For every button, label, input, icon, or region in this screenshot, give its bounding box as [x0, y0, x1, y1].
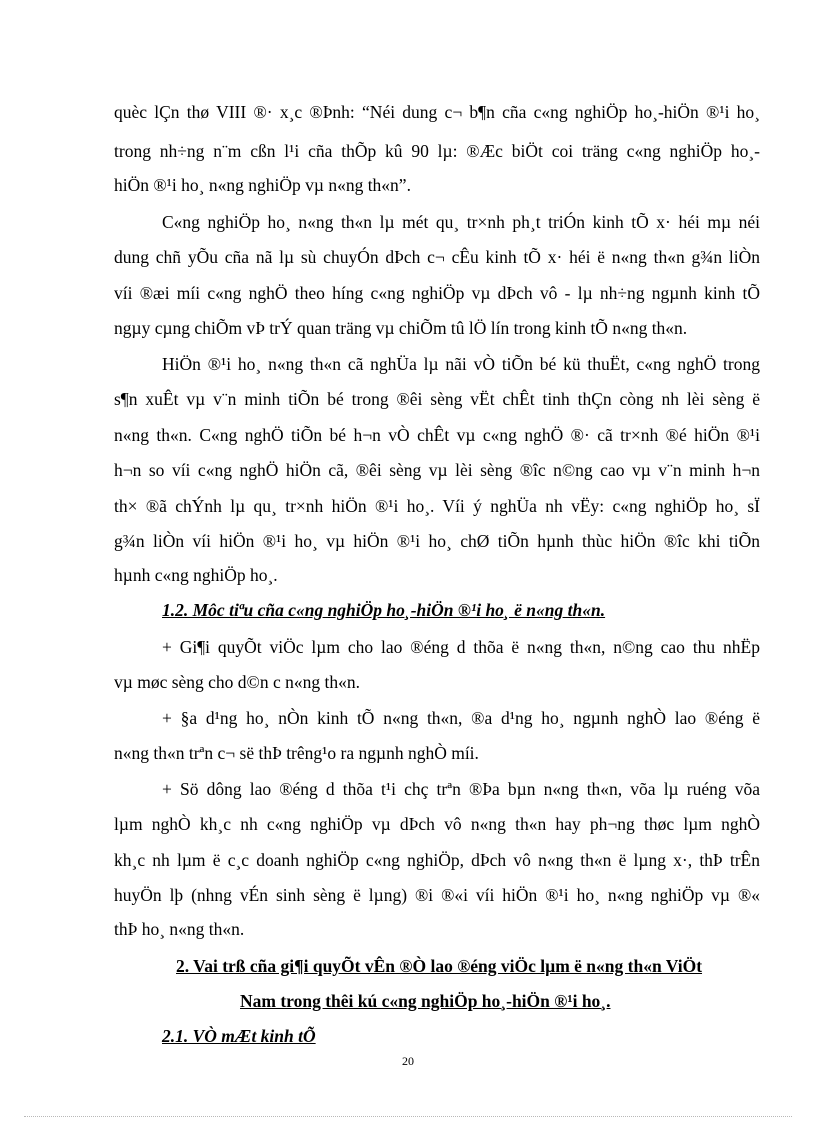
- footer-divider: [24, 1116, 792, 1117]
- paragraph-line: + §a d¹ng ho¸ nÒn kinh tÕ n«ng th«n, ®a d¹ng ho¸ ngµnh nghÒ lao ®éng ë: [162, 708, 760, 728]
- paragraph-line: dung chñ yÕu cña nã lµ sù chuyÓn dÞch c¬ cÊu kinh tÕ x· héi ë n«ng th«n g¾n liÒn: [114, 247, 760, 267]
- paragraph-line: HiÖn ®¹i ho¸ n«ng th«n cã nghÜa lµ nãi vÒ tiÕn bé kü thuËt, c«ng nghÖ trong: [162, 354, 760, 374]
- paragraph-line: C«ng nghiÖp ho¸ n«ng th«n lµ mét qu¸ tr×nh ph¸t triÓn kinh tÕ x· héi mµ néi: [162, 212, 760, 232]
- paragraph-line: lµm nghÒ kh¸c nh c«ng nghiÖp vµ dÞch vô n«ng th«n hay ph¬ng thøc lµm nghÒ: [114, 814, 760, 834]
- section-heading-2-line1: 2. Vai trß cña gi¶i quyÕt vÊn ®Ò lao ®éng viÖc lµm ë n«ng th«n ViÖt: [176, 956, 703, 976]
- paragraph-line: g¾n liÒn víi hiÖn ®¹i ho¸ vµ hiÖn ®¹i ho¸ chØ tiÕn hµnh thùc hiÖn ®îc khi tiÕn: [114, 531, 760, 551]
- paragraph-line: n«ng th«n trªn c¬ së thÞ trêng¹o ra ngµnh nghÒ míi.: [114, 743, 479, 763]
- paragraph-line: + Gi¶i quyÕt viÖc lµm cho lao ®éng d thõa ë n«ng th«n, n©ng cao thu nhËp: [162, 637, 760, 657]
- paragraph-line: quèc lÇn thø VIII ®· x¸c ®Þnh: “Néi dung c¬ b¶n cña c«ng nghiÖp ho¸-hiÖn ®¹i ho¸: [114, 102, 760, 122]
- paragraph-line: + Sö dông lao ®éng d thõa t¹i chç trªn ®Þa bµn n«ng th«n, võa lµ ruéng võa: [162, 779, 760, 799]
- section-heading-2-1: 2.1. VÒ mÆt kinh tÕ: [162, 1026, 316, 1046]
- paragraph-line: h¬n so víi c«ng nghÖ hiÖn cã, ®êi sèng vµ lèi sèng ®îc n©ng cao vµ v¨n minh h¬n: [114, 460, 760, 480]
- paragraph-line: hiÖn ®¹i ho¸ n«ng nghiÖp vµ n«ng th«n”.: [114, 175, 411, 195]
- paragraph-line: n«ng th«n. C«ng nghÖ tiÕn bé h¬n vÒ chÊt vµ c«ng nghÖ ®· cã tr×nh ®é hiÖn ®¹i: [114, 425, 760, 445]
- paragraph-line: th× ®ã chÝnh lµ qu¸ tr×nh hiÖn ®¹i ho¸. Víi ý nghÜa nh vËy: c«ng nghiÖp ho¸ sÏ: [114, 496, 760, 516]
- paragraph-line: hµnh c«ng nghiÖp ho¸.: [114, 565, 278, 585]
- paragraph-line: thÞ ho¸ n«ng th«n.: [114, 919, 245, 939]
- paragraph-line: víi ®æi míi c«ng nghÖ theo híng c«ng nghiÖp vµ dÞch vô - lµ nh÷ng ngµnh kinh tÕ: [114, 283, 760, 303]
- section-heading-1-2: 1.2. Môc tiªu cña c«ng nghiÖp ho¸-hiÖn ®¹i ho¸ ë n«ng th«n.: [162, 600, 606, 620]
- section-heading-2-line2: Nam trong thêi kú c«ng nghiÖp ho¸-hiÖn ®¹i ho¸.: [240, 991, 611, 1011]
- paragraph-line: ngµy cµng chiÕm vÞ trÝ quan träng vµ chiÕm tû lÖ lín trong kinh tÕ n«ng th«n.: [114, 318, 688, 338]
- paragraph-line: trong nh÷ng n¨m cßn l¹i cña thÕp kû 90 lµ: ®Æc biÖt coi träng c«ng nghiÖp ho¸-: [114, 141, 760, 161]
- paragraph-line: s¶n xuÊt vµ v¨n minh tiÕn bé trong ®êi sèng vËt chÊt tinh thÇn còng nh lèi sèng ë: [114, 389, 760, 409]
- page-number: 20: [402, 1054, 414, 1068]
- paragraph-line: huyÖn lþ (nhng vÉn sinh sèng ë lµng) ®i ®«i víi hiÖn ®¹i ho¸ n«ng nghiÖp vµ ®«: [114, 885, 760, 905]
- paragraph-line: vµ møc sèng cho d©n c n«ng th«n.: [114, 672, 360, 692]
- paragraph-line: kh¸c nh lµm ë c¸c doanh nghiÖp c«ng nghiÖp, dÞch vô n«ng th«n ë lµng x·, thÞ trÊn: [114, 850, 760, 870]
